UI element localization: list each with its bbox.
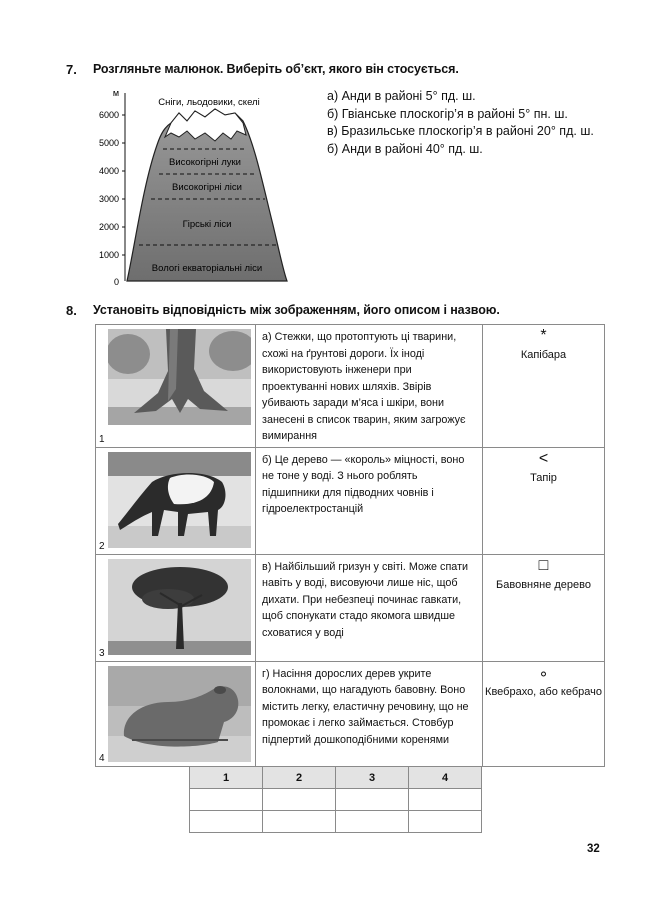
option-d[interactable]: б) Анди в районі 40° пд. ш. [327, 141, 483, 156]
tree-trunk-photo [108, 329, 251, 425]
row-number: 3 [99, 647, 105, 659]
question-7-options [327, 88, 594, 158]
answer-cell[interactable] [263, 789, 336, 811]
answer-cell[interactable] [409, 811, 482, 833]
answer-row [190, 811, 482, 833]
less-than-symbol: < [538, 449, 549, 467]
question-8-number: 8. [66, 303, 77, 318]
option-c[interactable]: в) Бразильське плоскогір’я в районі 20° пд. ш. [327, 124, 594, 138]
y-tick-label: 2000 [98, 222, 119, 232]
y-tick-label: 1000 [98, 250, 119, 260]
name-cell [483, 447, 605, 554]
tapir-photo [108, 452, 251, 548]
answer-cell[interactable] [190, 789, 263, 811]
y-axis-unit: м [112, 88, 119, 98]
table-row [96, 554, 605, 661]
name-cell [483, 554, 605, 661]
description-cell: г) Насіння дорослих дерев укрите волокнами, що нагадують бавовну. Воно містить легку, еластичну речовину, що не промокає і легко займається. Стовбур підпертий дошкоподібними коренями [256, 661, 483, 766]
matching-table [95, 324, 605, 767]
altitudinal-zonation-diagram [95, 85, 305, 290]
answer-cell[interactable] [409, 789, 482, 811]
option-b[interactable]: б) Гвіанське плоскогір’я в районі 5° пн. ш. [327, 106, 568, 121]
answer-header: 3 [336, 767, 409, 789]
zone-label-snow: Сніги, льодовики, скелі [158, 97, 260, 108]
table-row [96, 661, 605, 766]
question-7-text: Розгляньте малюнок. Виберіть об’єкт, якого він стосується. [93, 62, 459, 76]
answer-header: 2 [263, 767, 336, 789]
y-tick-label: 0 [113, 277, 119, 287]
image-cell [96, 447, 256, 554]
page-number: 32 [587, 843, 600, 855]
question-8-text: Установіть відповідність між зображенням, його описом і назвою. [93, 303, 500, 317]
acacia-tree-photo [108, 559, 251, 655]
row-number: 1 [99, 433, 105, 445]
option-a[interactable]: а) Анди в районі 5° пд. ш. [327, 89, 476, 103]
asterisk-symbol: * [540, 327, 547, 344]
square-symbol: □ [538, 556, 549, 574]
table-row [96, 325, 605, 448]
name-cell [483, 325, 605, 448]
description-cell: б) Це дерево — «король» міцності, воно не тоне у воді. З нього роблять підшипники для підводних човнів і гідроелектростанцій [256, 447, 483, 554]
answer-cell[interactable] [190, 811, 263, 833]
circle-symbol: ∘ [538, 665, 549, 683]
answer-header-row [190, 767, 482, 789]
y-tick-label: 4000 [98, 166, 119, 176]
zone-label-highland-forests: Високогірні ліси [172, 182, 242, 193]
row-number: 4 [99, 752, 105, 764]
zone-label-rainforests: Вологі екваторіальні ліси [151, 263, 263, 274]
answer-grid [189, 766, 482, 833]
answer-cell[interactable] [336, 789, 409, 811]
zone-label-mountain-forests: Гірські ліси [182, 219, 232, 230]
name-label: Тапір [530, 471, 557, 484]
description-cell: в) Найбільший гризун у світі. Може спати навіть у воді, висовуючи лише ніс, щоб дихати. При небезпеці починає гавкати, щоб спонукати стадо якомога швидше сховатися у воді [256, 554, 483, 661]
image-cell [96, 661, 256, 766]
y-tick-label: 3000 [98, 194, 119, 204]
name-cell [483, 661, 605, 766]
image-cell [96, 325, 256, 448]
answer-header: 1 [190, 767, 263, 789]
row-number: 2 [99, 540, 105, 552]
name-label: Квебрахо, або кебрачо [485, 685, 602, 698]
y-tick-label: 5000 [98, 138, 119, 148]
name-label: Бавовняне дерево [496, 578, 591, 591]
zone-label-meadows: Високогірні луки [169, 157, 241, 168]
image-cell [96, 554, 256, 661]
description-cell: а) Стежки, що протоптують ці тварини, схожі на ґрунтові дороги. Їх іноді використовують інженери при проектуванні нових шляхів. Звірів убивають заради м’яса і шкіри, вони занесені в список тварин, яким загрожує вимирання [256, 325, 483, 448]
answer-row [190, 789, 482, 811]
capybara-photo [108, 666, 251, 762]
answer-cell[interactable] [336, 811, 409, 833]
answer-header: 4 [409, 767, 482, 789]
name-label: Капібара [520, 349, 567, 361]
question-7-number: 7. [66, 62, 77, 77]
answer-cell[interactable] [263, 811, 336, 833]
y-tick-label: 6000 [98, 110, 119, 120]
table-row [96, 447, 605, 554]
